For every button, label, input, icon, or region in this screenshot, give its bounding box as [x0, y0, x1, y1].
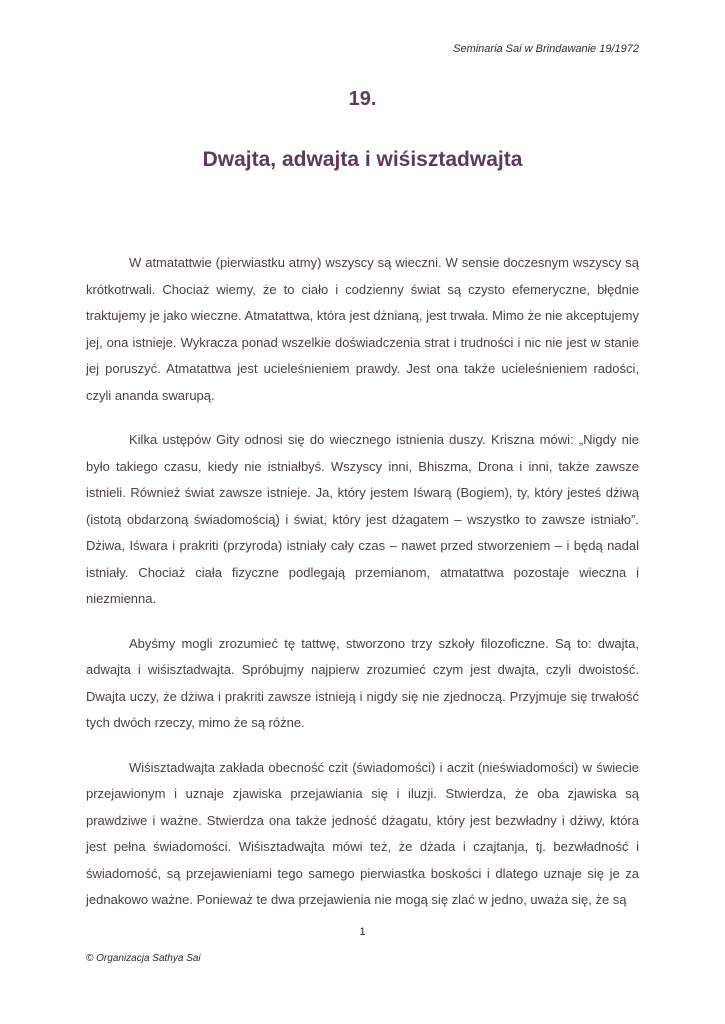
running-header: Seminaria Sai w Brindawanie 19/1972: [453, 43, 639, 55]
page-number: 1: [359, 926, 366, 938]
footer-copyright: © Organizacja Sathya Sai: [86, 953, 201, 964]
paragraph: Kilka ustępów Gity odnosi się do wiecznego istnienia duszy. Kriszna mówi: „Nigdy nie było takiego czasu, kiedy nie istniałbyś. Wszyscy inni, Bhiszma, Drona i inni, także zawsze istnieli. Również świat zawsze istnieje. Ja, który jestem Iśwarą (Bogiem), ty, który jesteś dżiwą (istotą obdarzoną świadomością) i świat, który jest dżagatem – wszystko to zawsze istniało”. Dżiwa, Iśwara i prakriti (przyroda) istniały cały czas – nawet przed stworzeniem – i będą nadal istniały. Chociaż ciała fizyczne podlegają przemianom, atmatattwa pozostaje wieczna i niezmienna.: [86, 432, 639, 606]
paragraph: Wiśisztadwajta zakłada obecność czit (świadomości) i aczit (nieświadomości) w świecie przejawionym i uznaje zjawiska przejawiania się i iluzji. Stwierdza, że oba zjawiska są prawdziwe i ważne. Stwierdza ona także jedność dżagatu, który jest bezwładny i dżiwy, która jest pełna świadomości. Wiśisztadwajta mówi też, że dżada i czajtanja, tj. bezwładność i świadomość, są przejawieniami tego samego pierwiastka boskości i dlatego uznaje się je za jednakowo ważne. Ponieważ te dwa przejawienia nie mogą się zlać w jedno, uważa się, że są: [86, 759, 639, 907]
body-text: [86, 250, 639, 932]
chapter-number: 19.: [348, 88, 377, 110]
paragraph: W atmatattwie (pierwiastku atmy) wszyscy są wieczni. W sensie doczesnym wszyscy są krótkotrwali. Chociaż wiemy, że to ciało i codzienny świat są czysto efemeryczne, błędnie traktujemy je jako wieczne. Atmatattwa, która jest dżnianą, jest trwała. Mimo że nie akceptujemy jej, ona istnieje. Wykracza ponad wszelkie doświadczenia strat i trudności i nic nie jest w stanie jej poruszyć. Atmatattwa jest ucieleśnieniem prawdy. Jest ona także ucieleśnieniem radości, czyli ananda swarupą.: [86, 255, 639, 403]
paragraph: Abyśmy mogli zrozumieć tę tattwę, stworzono trzy szkoły filozoficzne. Są to: dwajta, adwajta i wiśisztadwajta. Spróbujmy najpierw zrozumieć czym jest dwajta, czyli dwoistość. Dwajta uczy, że dżiwa i prakriti zawsze istnieją i nigdy się nie zjednoczą. Przyjmuje się trwałość tych dwóch rzeczy, mimo że są różne.: [86, 635, 639, 730]
chapter-title: Dwajta, adwajta i wiśisztadwajta: [202, 148, 523, 171]
